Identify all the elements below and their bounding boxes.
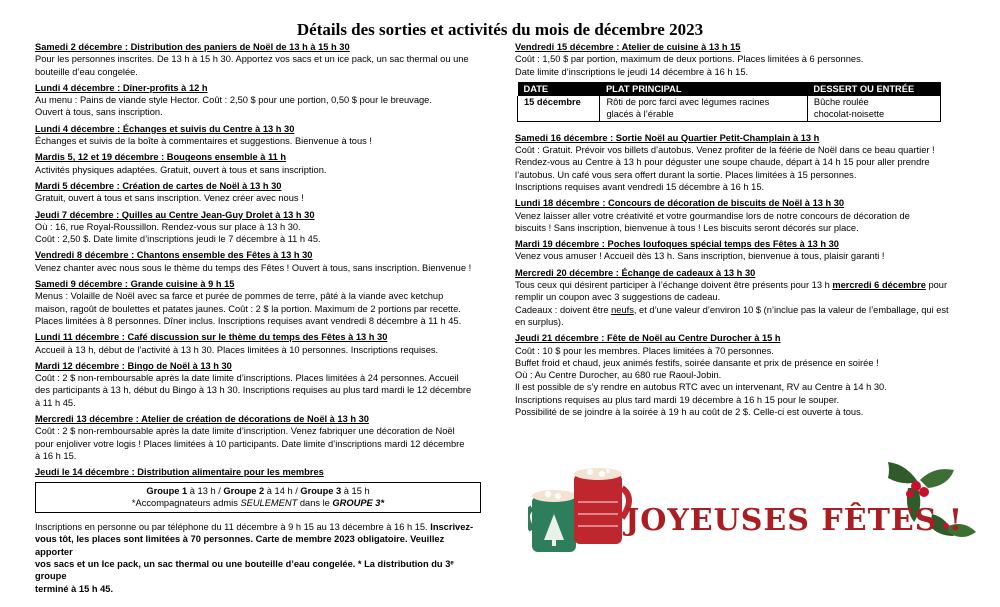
event-heading: Mardis 5, 12 et 19 décembre : Bougeons ensemble à 11 h (35, 152, 287, 163)
event-text: Buffet froid et chaud, jeux animés festifs, soirée dansante et prix de présence en soirée ! (515, 357, 879, 368)
event-text: Inscriptions en personne ou par téléphone du 11 décembre à 9 h 15 au 13 décembre à 16 h 15. Inscrivez- (35, 522, 474, 533)
event-text: Coût : 1,50 $ par portion, maximum de deux portions. Places limitées à 6 personnes. (515, 54, 864, 65)
table-cell: Rôti de porc farci avec légumes racines glacés à l’érable (600, 96, 807, 121)
event-text: pour enjoliver votre logis ! Places limitées à 10 participants. Date limite d’inscriptions mardi 12 décembre (35, 438, 465, 449)
page-title: Détails des sorties et activités du mois de décembre 2023 (296, 20, 704, 39)
event-text: Venez laisser aller votre créativité et votre gourmandise lors de notre concours de décoration de (515, 210, 910, 221)
event-heading: Lundi 4 décembre : Échanges et suivis du Centre à 13 h 30 (35, 123, 295, 134)
event-text: Activités physiques adaptées. Gratuit, ouvert à tous et sans inscription. (35, 164, 327, 175)
event-text: Coût : 2,50 $. Date limite d’inscriptions jeudi le 7 décembre à 11 h 45. (35, 234, 321, 245)
event-text: Tous ceux qui désirent participer à l’échange doivent être présents pour 13 h mercredi 6 décembre pour (515, 280, 948, 291)
event-dec-19 (515, 238, 970, 263)
event-text: Inscriptions requises au plus tard mardi 19 décembre à 16 h 15 pour le souper. (515, 394, 840, 405)
event-text: Échanges et suivis de la boîte à commentaires et suggestions. Bienvenue à tous ! (35, 136, 372, 147)
table-cell: 15 décembre (518, 96, 600, 121)
event-text: Rendez-vous au Centre à 13 h pour déguster une soupe chaude, départ à 14 h 15 pour aller prendre (515, 157, 930, 168)
event-dec-4-echanges (35, 123, 483, 148)
event-dec-12 (35, 360, 483, 409)
event-dec-13 (35, 413, 483, 462)
event-text: Il est possible de s’y rendre en autobus RTC avec un intervenant, RV au Centre à 14 h 30. (515, 382, 887, 393)
red-mug-icon (574, 468, 629, 544)
event-dec-2 (35, 41, 483, 78)
event-dec-20 (515, 267, 970, 328)
event-text: à 16 h 15. (35, 450, 77, 461)
event-heading: Jeudi le 14 décembre : Distribution alimentaire pour les membres (35, 467, 324, 478)
event-heading: Vendredi 8 décembre : Chantons ensemble des Fêtes à 13 h 30 (35, 250, 313, 261)
event-text: Venez vous amuser ! Accueil dès 13 h. Sans inscription, bienvenue à tous, plaisir garanti ! (515, 251, 885, 262)
event-text: en surplus). (515, 316, 564, 327)
event-dec-14 (35, 466, 483, 595)
event-dec-18 (515, 197, 970, 234)
event-dec-15 (515, 41, 970, 78)
event-heading: Mardi 19 décembre : Poches loufoques spécial temps des Fêtes à 13 h 30 (515, 239, 839, 250)
table-header: DATE (518, 82, 600, 96)
table-row (518, 96, 941, 121)
event-heading: Lundi 18 décembre : Concours de décoration de biscuits de Noël à 13 h 30 (515, 198, 845, 209)
event-heading: Vendredi 15 décembre : Atelier de cuisine à 13 h 15 (515, 42, 741, 52)
event-bougeons (35, 151, 483, 176)
event-text: Coût : Gratuit. Prévoir vos billets d’autobus. Venez profiter de la féérie de Noël dans ce beau quartier ! (515, 145, 935, 156)
event-text: des participants à 13 h, début du Bingo à 13 h 30. Inscriptions requises au plus tard mardi le 12 décembre (35, 385, 472, 396)
event-text: Possibilité de se joindre à la soirée à 19 h au coût de 2 $. Celle-ci est ouverte à tous. (515, 407, 864, 418)
event-text: Où : Au Centre Durocher, au 680 rue Raoul-Jobin. (515, 370, 722, 381)
event-text: maison, ragoût de boulettes et patates jaunes. Coût : 2 $ la portion. Maximum de 2 portions par recette. (35, 303, 461, 314)
right-column (515, 41, 970, 422)
event-dec-11 (35, 331, 483, 356)
event-text: Cadeaux : doivent être neufs, et d’une valeur d’environ 10 $ (n’inclue pas la valeur de l’emballage, qui est (515, 304, 949, 315)
event-heading: Mardi 5 décembre : Création de cartes de Noël à 13 h 30 (35, 180, 282, 191)
event-text: Gratuit, ouvert à tous et sans inscription. Venez créer avec nous ! (35, 193, 304, 204)
table-header-row (518, 82, 941, 96)
menu-table (517, 82, 941, 122)
event-heading: Jeudi 21 décembre : Fête de Noël au Centre Durocher à 15 h (515, 333, 781, 344)
event-text: Menus : Volaille de Noël avec sa farce et purée de pommes de terre, pâté à la viande avec ketchup (35, 291, 444, 302)
event-text: Où : 16, rue Royal-Roussillon. Rendez-vous sur place à 13 h 30. (35, 221, 301, 232)
event-dec-9 (35, 278, 483, 327)
event-dec-7 (35, 209, 483, 246)
event-text: terminé à 15 h 45. (35, 583, 114, 594)
green-mug-icon (528, 490, 576, 552)
left-column (35, 41, 483, 599)
event-text: vous tôt, les places sont limitées à 70 personnes. Carte de membre 2023 obligatoire. Veuillez apporter (35, 534, 445, 557)
event-dec-4-diner (35, 82, 483, 119)
event-heading: Lundi 4 décembre : Dîner-profits à 12 h (35, 82, 208, 93)
event-text: Pour les personnes inscrites. De 13 h à 15 h 30. Apportez vos sacs et un ice pack, un sac thermal ou une (35, 54, 469, 65)
event-dec-5 (35, 180, 483, 205)
groups-note: *Accompagnateurs admis SEULEMENT dans le GROUPE 3* (131, 497, 385, 508)
event-text: Ouvert à tous, sans inscription. (35, 107, 163, 118)
table-header: DESSERT OU ENTRÉE (807, 82, 940, 96)
event-dec-21 (515, 332, 970, 418)
event-text: vos sacs et un Ice pack, un sac thermal ou une bouteille d’eau congelée. * La distribution du 3ᵉ groupe (35, 558, 454, 582)
event-heading: Samedi 16 décembre : Sortie Noël au Quartier Petit-Champlain à 13 h (515, 132, 820, 143)
groups-box (35, 482, 481, 514)
table-header: PLAT PRINCIPAL (600, 82, 807, 96)
event-text: biscuits ! Sans inscription, bienvenue à tous ! Les biscuits seront décorés sur place. (515, 222, 859, 233)
event-heading: Mercredi 20 décembre : Échange de cadeaux à 13 h 30 (515, 267, 756, 278)
event-dec-8 (35, 249, 483, 274)
event-dec-16 (515, 132, 970, 193)
event-text: Accueil à 13 h, début de l’activité à 13 h 30. Places limitées à 10 personnes. Inscriptions requises. (35, 344, 439, 355)
event-text: Au menu : Pains de viande style Hector. Coût : 2,50 $ pour une portion, 0,50 $ pour le breuvage. (35, 95, 432, 106)
event-text: Coût : 2 $ non-remboursable après la date limite d’inscriptions. Places limitées à 24 personnes. Accueil (35, 373, 459, 384)
event-heading: Mercredi 13 décembre : Atelier de création de décorations de Noël à 13 h 30 (35, 414, 369, 425)
event-heading: Samedi 9 décembre : Grande cuisine à 9 h 15 (35, 279, 235, 290)
event-heading: Mardi 12 décembre : Bingo de Noël à 13 h 30 (35, 360, 232, 371)
event-text: Date limite d’inscriptions le jeudi 14 décembre à 16 h 15. (515, 66, 749, 77)
event-heading: Jeudi 7 décembre : Quilles au Centre Jean-Guy Drolet à 13 h 30 (35, 209, 315, 220)
event-heading: Samedi 2 décembre : Distribution des paniers de Noël de 13 h à 15 h 30 (35, 42, 350, 52)
event-text: Coût : 10 $ pour les membres. Places limitées à 70 personnes. (515, 345, 774, 356)
event-text: à 11 h 45. (35, 397, 76, 408)
event-text: l’autobus. Un café vous sera offert durant la sortie. Places limitées à 15 personnes. (515, 169, 857, 180)
event-text: Coût : 2 $ non-remboursable après la date limite d’inscription. Venez fabriquer une décoration de Noël (35, 426, 455, 437)
event-text: bouteille d’eau congelée. (35, 66, 138, 77)
event-text: Venez chanter avec nous sous le thème du temps des Fêtes ! Ouvert à tous, sans inscription. Bienvenue ! (35, 262, 472, 273)
greeting-title: JOYEUSES FÊTES ! (625, 503, 964, 538)
event-text: Inscriptions requises avant vendredi 15 décembre à 16 h 15. (515, 181, 765, 192)
event-heading: Lundi 11 décembre : Café discussion sur le thème du temps des Fêtes à 13 h 30 (35, 332, 388, 343)
groups-line: Groupe 1 à 13 h / Groupe 2 à 14 h / Groupe 3 à 15 h (146, 485, 370, 496)
event-text: Places limitées à 8 personnes. Dîner inclus. Inscriptions requises avant vendredi 8 décembre à 11 h 45. (35, 315, 462, 326)
event-text: remplir un coupon avec 3 suggestions de cadeau. (515, 292, 721, 303)
table-cell: Bûche roulée chocolat-noisette (807, 96, 940, 121)
